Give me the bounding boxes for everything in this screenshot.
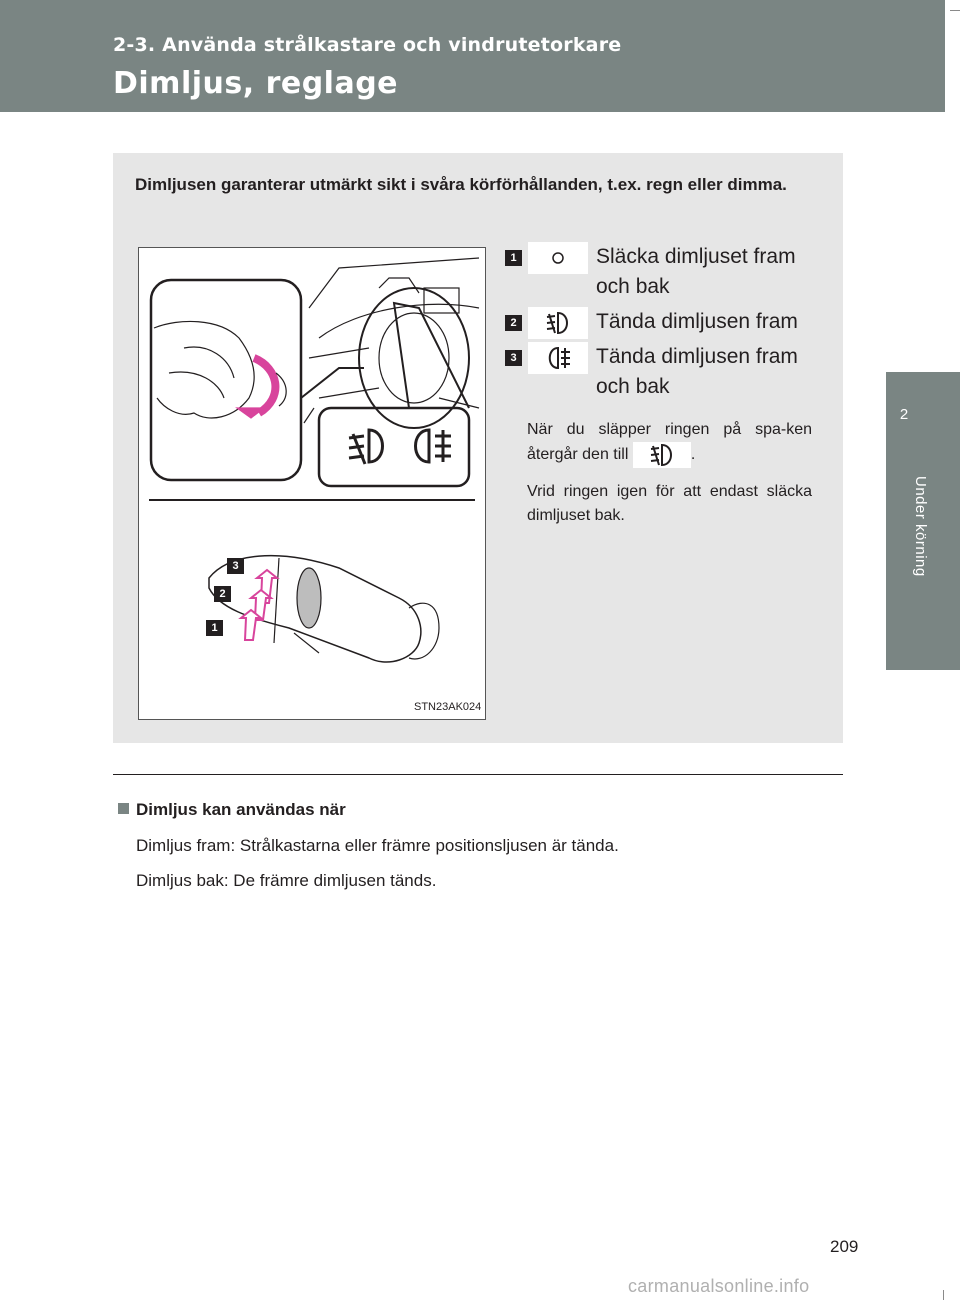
fog-switch-illustration [138,247,486,720]
page-title: Dimljus, reglage [113,66,399,101]
item-number-3: 3 [505,350,522,366]
bullet-square-icon [118,803,129,814]
off-icon [528,242,588,274]
watermark-link[interactable]: carmanualsonline.info [628,1276,810,1296]
front-rear-fog-icon [528,342,588,374]
figure-code: STN23AK024 [414,701,482,713]
section-heading [118,800,346,820]
front-fog-icon [528,307,588,339]
section-heading-text: Dimljus kan användas när [136,800,346,819]
chapter-header [0,0,945,112]
release-note-text: När du släpper ringen på spa-ken återgår den till [527,421,812,464]
chapter-number: 2 [899,406,909,423]
crop-mark [943,1290,944,1300]
item-number-2: 2 [505,315,522,331]
figure-callout-1: 1 [206,620,223,636]
release-note [527,418,812,468]
figure-callout-3: 3 [227,558,244,574]
crop-mark [950,10,960,11]
section-line-2: Dimljus bak: De främre dimljusen tänds. [136,871,437,890]
chapter-label: Under körning [912,476,929,577]
item-text-3: Tända dimljusen fram och bak [596,345,798,398]
switch-drawing [139,248,485,719]
item-text-1: Släcka dimljuset fram och bak [596,245,796,298]
section-divider [113,774,843,775]
release-note-end: . [690,446,696,464]
figure-callout-2: 2 [214,586,231,602]
intro-text: Dimljusen garanterar utmärkt sikt i svåra körförhållanden, t.ex. regn eller dimma. [135,175,787,194]
section-subtitle: 2-3. Använda strålkastare och vindrutetorkare [113,34,622,56]
chapter-tab [886,372,960,670]
page-number: 209 [830,1237,859,1256]
item-text-2: Tända dimljusen fram [596,310,798,333]
section-line-1: Dimljus fram: Strålkastarna eller främre positionsljusen är tända. [136,836,619,855]
front-fog-icon [633,442,691,468]
item-number-1: 1 [505,250,522,266]
turn-again-note: Vrid ringen igen för att endast släcka dimljuset bak. [527,483,812,524]
